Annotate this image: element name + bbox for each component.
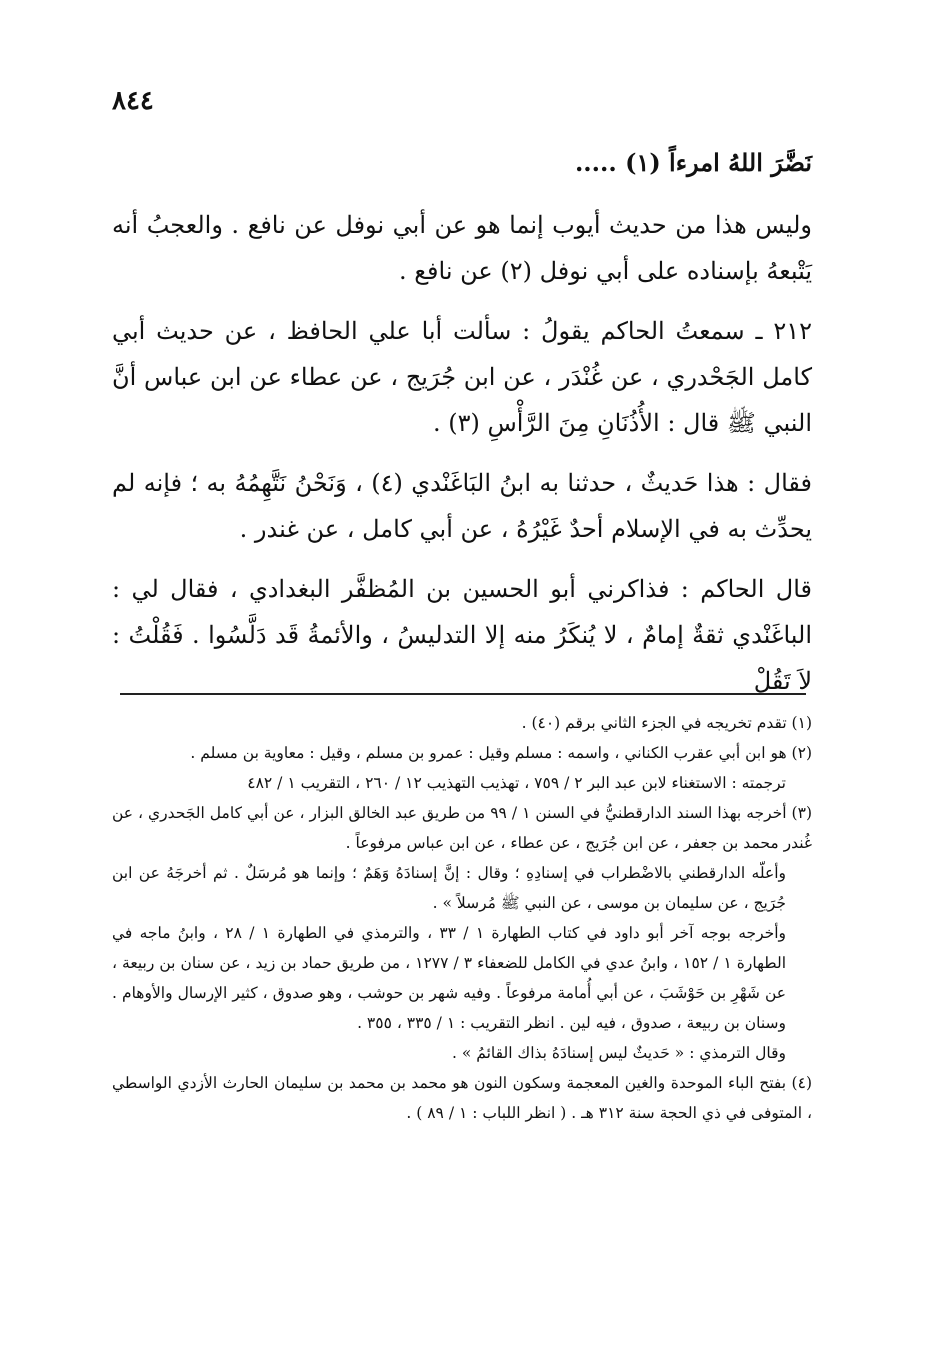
footnote: (١) تقدم تخريجه في الجزء الثاني برقم (٤٠) . <box>521 714 812 732</box>
footnote-continuation: وأخرجه بوجه آخر أبو داود في كتاب الطهارة ١ / ٣٣ ، والترمذي في الطهارة ١ / ٢٨ ، وابنُ ماجه في الطهارة ١ / ١٥٢ ، وابنُ عدي في الكامل للضعفاء ٣ / ١٢٧٧ ، من طريق حماد بن زيد ، عن سنان بن ربيعة ، عن شَهْرِ بن حَوْشَبَ ، عن أبي أُمامة مرفوعاً . وفيه شهر بن حوشب ، وهو صدوق ، كثير الإرسال والأوهام . وسنان بن ربيعة ، صدوق ، فيه لين . انظر التقريب : ١ / ٣٣٥ ، ٣٥٥ . <box>112 924 787 1032</box>
page-number: ٨٤٤ <box>112 86 154 116</box>
footnote-continuation: وأعلّه الدارقطني بالاضْطراب في إسنادِهِ ؛ وقال : إنَّ إسنادَهُ وَهَمٌ ؛ وإنما هو مُرسَلٌ . ثم أخرجَهُ عن ابن جُرَيج ، عن سليمان بن موسى ، عن النبي ﷺ مُرسلاً » . <box>112 864 786 912</box>
footnote: (٣) أخرجه بهذا السند الدارقطنيُّ في السنن ١ / ٩٩ من طريق عبد الخالق البزار ، عن أبي كامل الجَحدري ، عن غُندر محمد بن جعفر ، عن ابن جُرَيج ، عن عطاء ، عن ابن عباس مرفوعاً . <box>112 804 812 852</box>
footnote: (٢) هو ابن أبي عقرب الكناني ، واسمه : مسلم وقيل : عمرو بن مسلم ، وقيل : معاوية بن مسلم . <box>190 744 812 762</box>
footnote-continuation: ترجمته : الاستغناء لابن عبد البر ٢ / ٧٥٩ ، تهذيب التهذيب ١٢ / ٢٦٠ ، التقريب ١ / ٤٨٢ <box>247 774 786 792</box>
paragraph: وليس هذا من حديث أيوب إنما هو عن أبي نوفل عن نافع . والعجبُ أنه يَتْبعهُ بإسناده على أبي نوفل (٢) عن نافع . <box>112 211 812 285</box>
footnote-continuation: وقال الترمذي : « حَديثٌ ليس إسنادَهُ بذاك القائمُ » . <box>452 1044 786 1062</box>
paragraph: قال الحاكم : فذاكرني أبو الحسين بن المُظفَّر البغدادي ، فقال لي : الباغَنْدي ثقةٌ إمامٌ ، لا يُنكَرُ منه إلا التدليسُ ، والأئمةُ قَد دَلَّسُوا . فَقُلْتُ : لاَ تَقُلْ <box>112 575 812 695</box>
paragraph: ٢١٢ ـ سمعتُ الحاكم يقولُ : سألت أبا علي الحافظ ، عن حديث أبي كامل الجَحْدري ، عن غُنْدَر ، عن ابن جُرَيج ، عن عطاء عن ابن عباس أنَّ النبي ﷺ قال : الأُذُنَانِ مِنَ الرَّأْسِ (٣) . <box>112 317 812 437</box>
main-text <box>112 140 812 718</box>
footnote: (٤) بفتح الباء الموحدة والغين المعجمة وسكون النون هو محمد بن محمد بن سليمان الحارث الأزدي الواسطي ، المتوفى في ذي الحجة سنة ٣١٢ هـ . ( انظر اللباب : ١ / ٨٩ ) . <box>112 1074 812 1122</box>
footnote-divider <box>120 693 806 695</box>
footnotes <box>112 708 812 1128</box>
hadith-heading: نَضَّرَ اللهُ امرءاً (١) ..... <box>574 148 812 177</box>
paragraph: فقال : هذا حَديثٌ ، حدثنا به ابنُ البَاغَنْدي (٤) ، وَنَحْنُ نَتَّهِمُهُ به ؛ فإنه لم يحدِّث به في الإسلام أحدٌ غَيْرُهُ ، عن أبي كامل ، عن غندر . <box>112 469 812 543</box>
